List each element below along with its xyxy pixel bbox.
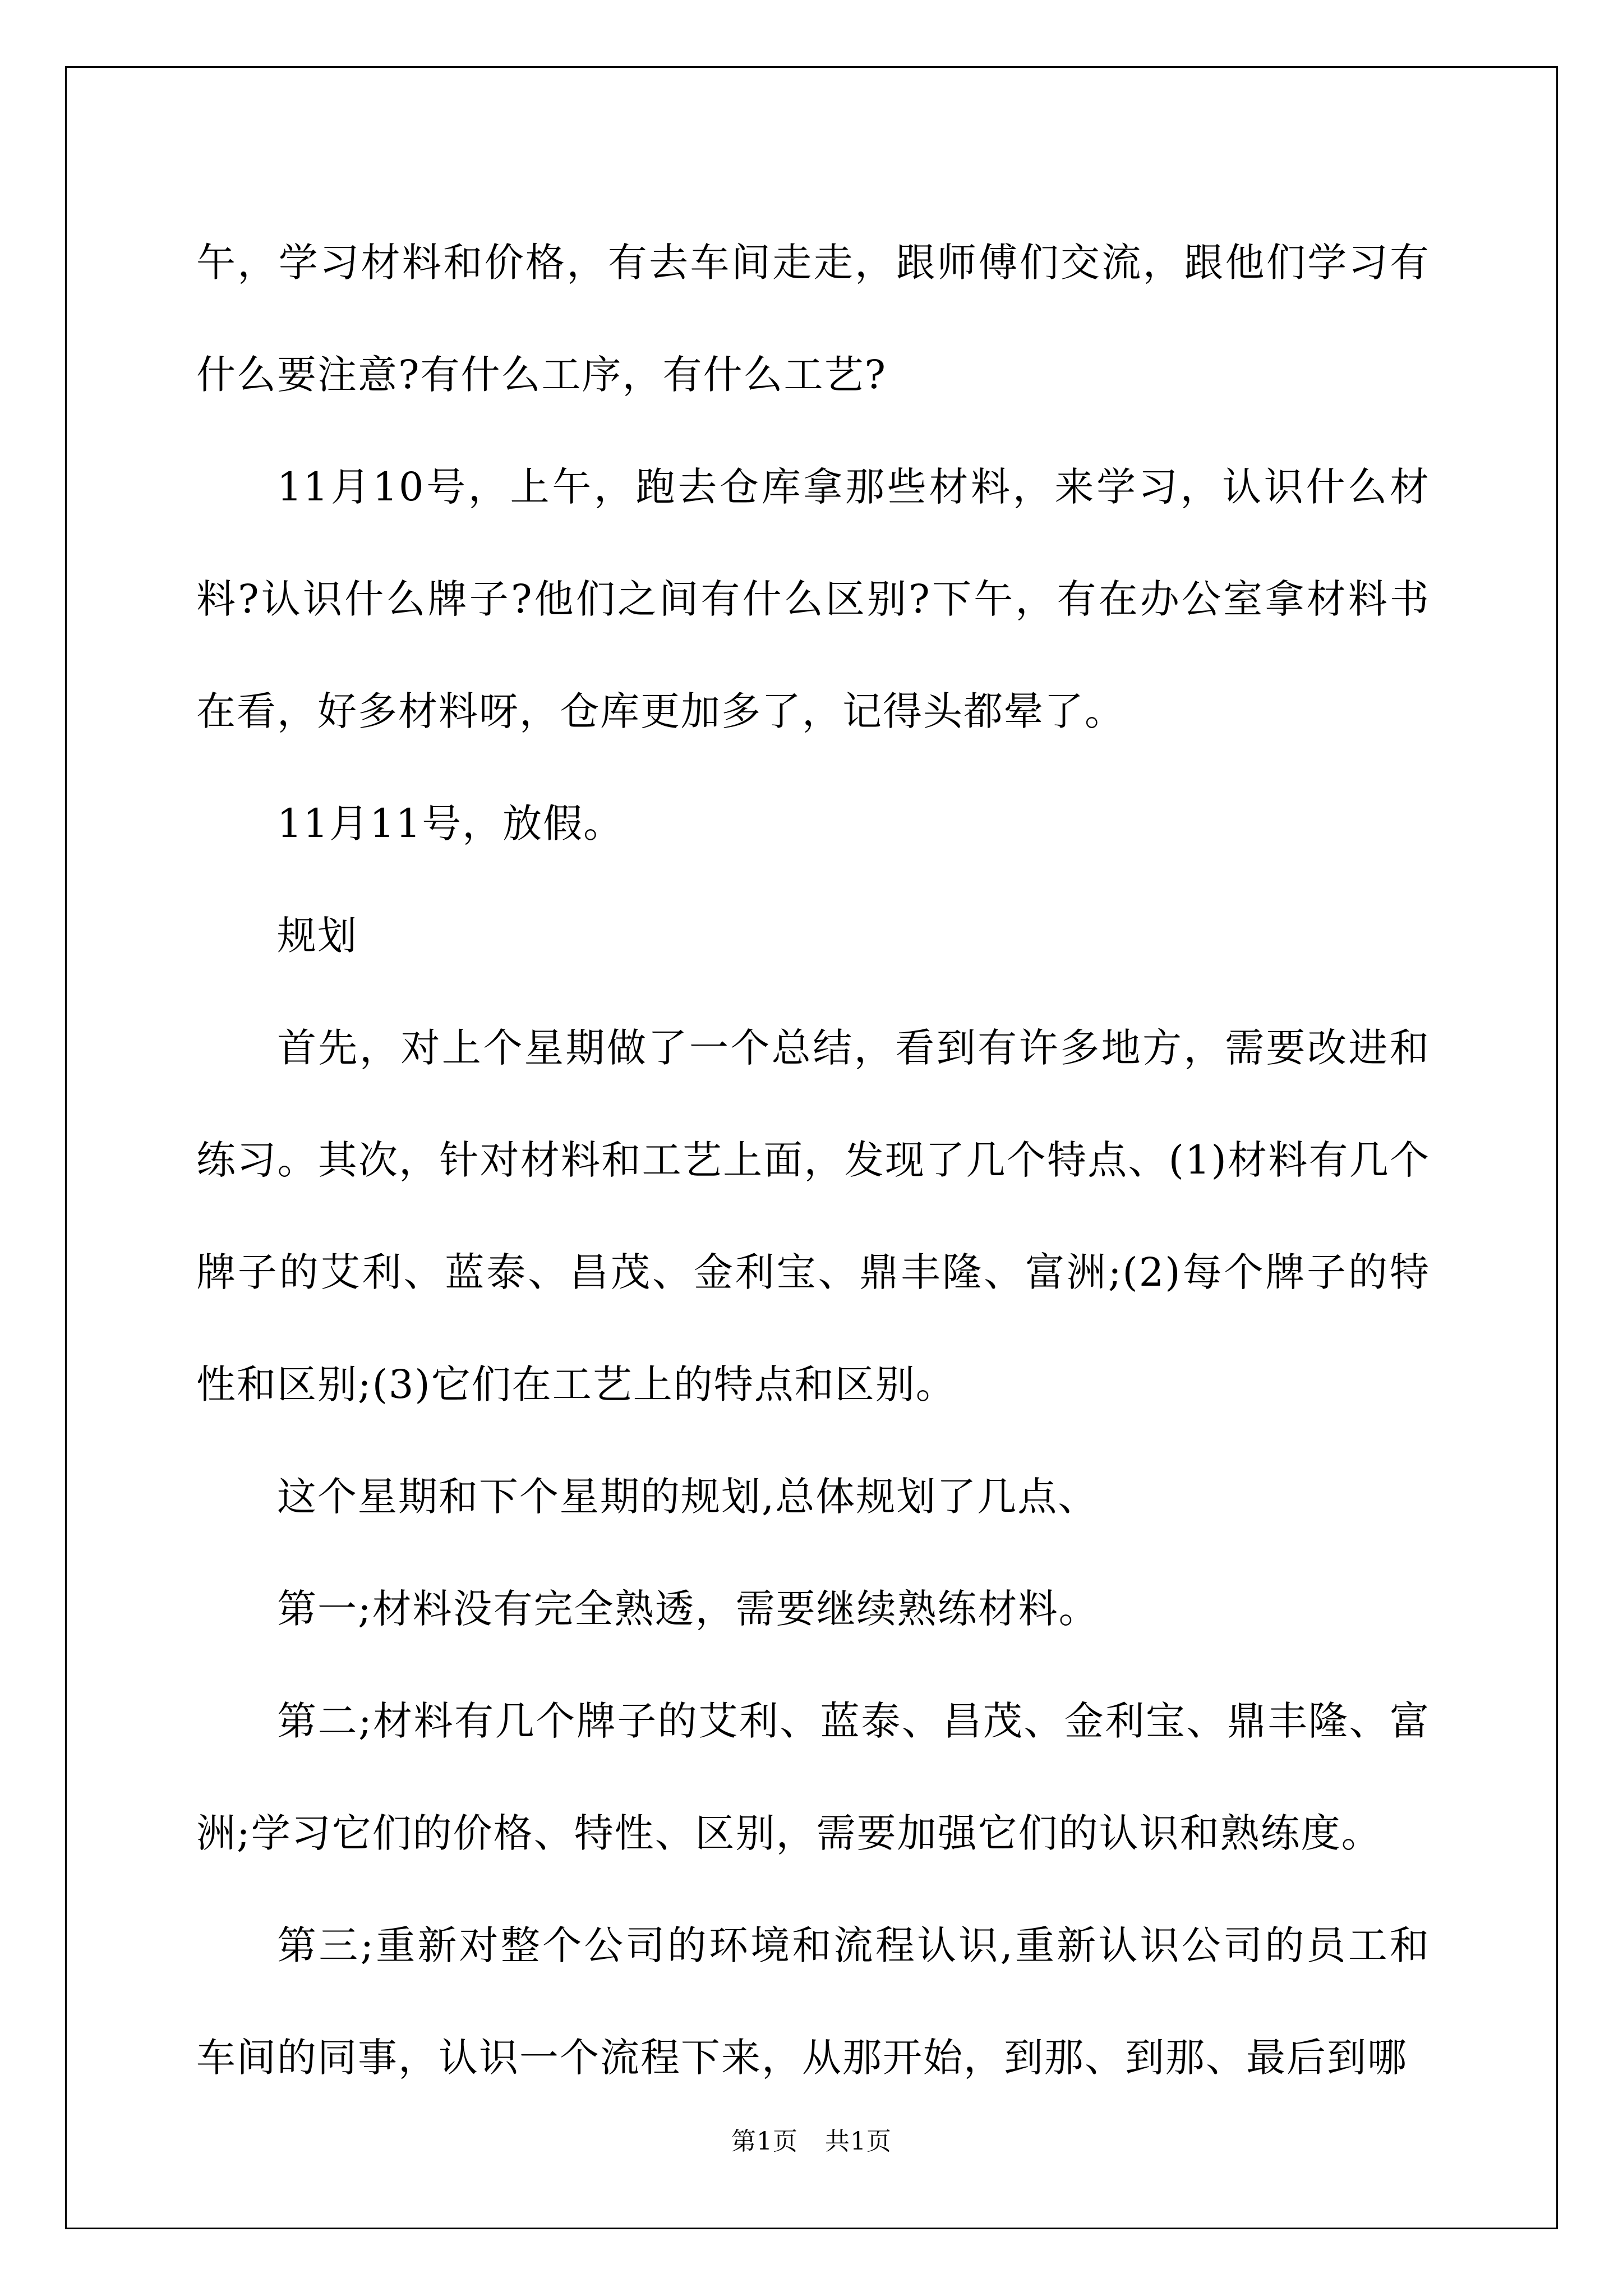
paragraph-6: 这个星期和下个星期的规划,总体规划了几点、 bbox=[277, 1474, 1099, 1520]
section-heading: 规划 bbox=[277, 913, 358, 959]
paragraph-7: 第一;材料没有完全熟透，需要继续熟练材料。 bbox=[277, 1586, 1099, 1632]
paragraph-3: 11月11号，放假。 bbox=[277, 800, 624, 846]
paragraph-2: 11月10号，上午，跑去仓库拿那些材料，来学习，认识什么材料?认识什么牌子?他们之间有什么区别?下午，有在办公室拿材料书在看，好多材料呀，仓库更加多了，记得头都晕了。 bbox=[196, 464, 1430, 734]
page-number: 第1页 bbox=[731, 2127, 798, 2156]
page-total: 共1页 bbox=[825, 2127, 892, 2156]
page-footer bbox=[0, 2125, 1623, 2159]
paragraph-8: 第二;材料有几个牌子的艾利、蓝泰、昌茂、金利宝、鼎丰隆、富洲;学习它们的价格、特性、区别，需要加强它们的认识和熟练度。 bbox=[196, 1698, 1430, 1856]
paragraph-1: 午，学习材料和价格，有去车间走走，跟师傅们交流，跟他们学习有什么要注意?有什么工序，有什么工艺? bbox=[196, 240, 1430, 398]
paragraph-5: 首先，对上个星期做了一个总结，看到有许多地方，需要改进和练习。其次，针对材料和工艺上面，发现了几个特点、(1)材料有几个牌子的艾利、蓝泰、昌茂、金利宝、鼎丰隆、富洲;(2)每个牌子的特性和区别;(3)它们在工艺上的特点和区别。 bbox=[196, 1025, 1430, 1407]
document-body bbox=[196, 206, 1430, 2114]
paragraph-9: 第三;重新对整个公司的环境和流程认识,重新认识公司的员工和车间的同事，认识一个流程下来，从那开始，到那、到那、最后到哪 bbox=[196, 1922, 1430, 2081]
